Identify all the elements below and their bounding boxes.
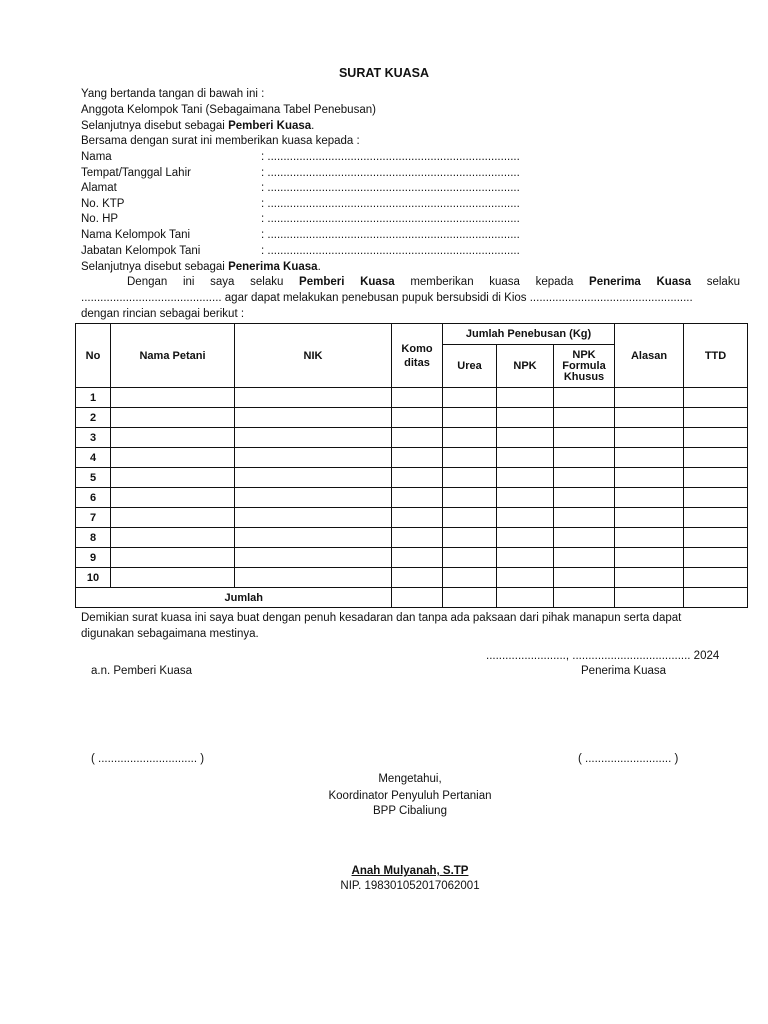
row-number: 10 bbox=[76, 568, 111, 588]
field-nama bbox=[81, 150, 541, 166]
cell-alasan[interactable] bbox=[615, 508, 684, 528]
cell-nama-petani[interactable] bbox=[111, 388, 235, 408]
row-number: 4 bbox=[76, 448, 111, 468]
field-dots: : ............................................................................... bbox=[261, 213, 520, 225]
header-ttd: TTD bbox=[684, 324, 748, 388]
field-dots: : ............................................................................... bbox=[261, 151, 520, 163]
cell-urea[interactable] bbox=[443, 388, 497, 408]
total-npk-khusus[interactable] bbox=[554, 588, 615, 608]
cell-urea[interactable] bbox=[443, 408, 497, 428]
cell-nama-petani[interactable] bbox=[111, 448, 235, 468]
row-number: 9 bbox=[76, 548, 111, 568]
penerima-suffix: . bbox=[317, 261, 321, 273]
cell-npk-khusus[interactable] bbox=[554, 528, 615, 548]
bpp-name: BPP Cibaliung bbox=[373, 805, 447, 817]
total-label: Jumlah bbox=[76, 588, 392, 608]
cell-npk-khusus[interactable] bbox=[554, 388, 615, 408]
closing-line-1: Demikian surat kuasa ini saya buat dengan penuh kesadaran dan tanpa ada paksaan dari pihak manapun serta dapat bbox=[81, 612, 682, 624]
row-number: 5 bbox=[76, 468, 111, 488]
field-dots: : ............................................................................... bbox=[261, 245, 520, 257]
cell-nama-petani[interactable] bbox=[111, 428, 235, 448]
header-alasan: Alasan bbox=[615, 324, 684, 388]
cell-nik[interactable] bbox=[235, 428, 392, 448]
cell-npk[interactable] bbox=[497, 548, 554, 568]
cell-komoditas[interactable] bbox=[392, 388, 443, 408]
cell-ttd[interactable] bbox=[684, 548, 748, 568]
table-row bbox=[76, 488, 748, 508]
field-alamat bbox=[81, 181, 541, 197]
header-urea: Urea bbox=[443, 345, 497, 388]
row-number: 2 bbox=[76, 408, 111, 428]
cell-komoditas[interactable] bbox=[392, 488, 443, 508]
field-label: Nama bbox=[81, 151, 112, 163]
cell-alasan[interactable] bbox=[615, 528, 684, 548]
intro-line-4: Bersama dengan surat ini memberikan kuasa kepada : bbox=[81, 135, 360, 147]
cell-ttd[interactable] bbox=[684, 408, 748, 428]
cell-alasan[interactable] bbox=[615, 408, 684, 428]
cell-alasan[interactable] bbox=[615, 468, 684, 488]
para-bold-penerima: Penerima Kuasa bbox=[589, 276, 692, 288]
table-row bbox=[76, 548, 748, 568]
penerima-kuasa-signature-title: Penerima Kuasa bbox=[581, 665, 667, 677]
cell-alasan[interactable] bbox=[615, 548, 684, 568]
cell-alasan[interactable] bbox=[615, 448, 684, 468]
cell-npk-khusus[interactable] bbox=[554, 448, 615, 468]
cell-nik[interactable] bbox=[235, 388, 392, 408]
cell-nama-petani[interactable] bbox=[111, 408, 235, 428]
table-row bbox=[76, 448, 748, 468]
cell-urea[interactable] bbox=[443, 528, 497, 548]
cell-npk-khusus[interactable] bbox=[554, 488, 615, 508]
cell-nama-petani[interactable] bbox=[111, 468, 235, 488]
cell-npk[interactable] bbox=[497, 508, 554, 528]
field-jabatan bbox=[81, 244, 541, 260]
header-jumlah-penebusan: Jumlah Penebusan (Kg) bbox=[443, 324, 615, 345]
cell-npk[interactable] bbox=[497, 408, 554, 428]
pemberi-prefix: Selanjutnya disebut sebagai bbox=[81, 120, 225, 132]
penerima-kuasa-label: Penerima Kuasa bbox=[228, 261, 318, 273]
cell-ttd[interactable] bbox=[684, 508, 748, 528]
cell-ttd[interactable] bbox=[684, 568, 748, 588]
total-alasan[interactable] bbox=[615, 588, 684, 608]
field-label: Tempat/Tanggal Lahir bbox=[81, 167, 191, 179]
table-row bbox=[76, 408, 748, 428]
header-nik: NIK bbox=[235, 324, 392, 388]
field-kelompok bbox=[81, 228, 541, 244]
cell-urea[interactable] bbox=[443, 488, 497, 508]
field-dots: : ............................................................................... bbox=[261, 167, 520, 179]
field-label: Jabatan Kelompok Tani bbox=[81, 245, 201, 257]
cell-nik[interactable] bbox=[235, 548, 392, 568]
cell-komoditas[interactable] bbox=[392, 468, 443, 488]
cell-npk[interactable] bbox=[497, 488, 554, 508]
penerima-line bbox=[81, 260, 321, 276]
cell-alasan[interactable] bbox=[615, 388, 684, 408]
cell-urea[interactable] bbox=[443, 468, 497, 488]
total-row bbox=[76, 588, 748, 608]
cell-komoditas[interactable] bbox=[392, 528, 443, 548]
cell-npk[interactable] bbox=[497, 528, 554, 548]
cell-alasan[interactable] bbox=[615, 568, 684, 588]
row-number: 7 bbox=[76, 508, 111, 528]
cell-komoditas[interactable] bbox=[392, 548, 443, 568]
cell-nama-petani[interactable] bbox=[111, 568, 235, 588]
row-number: 1 bbox=[76, 388, 111, 408]
cell-ttd[interactable] bbox=[684, 528, 748, 548]
cell-npk-khusus[interactable] bbox=[554, 468, 615, 488]
cell-urea[interactable] bbox=[443, 548, 497, 568]
intro-line-3 bbox=[81, 119, 314, 135]
pemberi-kuasa-label: Pemberi Kuasa bbox=[228, 120, 312, 132]
table-row bbox=[76, 508, 748, 528]
total-npk[interactable] bbox=[497, 588, 554, 608]
field-dots: : ............................................................................... bbox=[261, 182, 520, 194]
table-row bbox=[76, 428, 748, 448]
cell-komoditas[interactable] bbox=[392, 428, 443, 448]
koordinator-name-wrap bbox=[0, 864, 768, 880]
cell-komoditas[interactable] bbox=[392, 408, 443, 428]
cell-ttd[interactable] bbox=[684, 388, 748, 408]
header-npk-formula-khusus: NPK Formula Khusus bbox=[554, 345, 615, 388]
cell-urea[interactable] bbox=[443, 448, 497, 468]
cell-npk-khusus[interactable] bbox=[554, 408, 615, 428]
pemberi-kuasa-signature-blank: ( ............................... ) bbox=[91, 753, 205, 765]
pemberi-kuasa-signature-title: a.n. Pemberi Kuasa bbox=[91, 665, 193, 677]
header-no: No bbox=[76, 324, 111, 388]
cell-npk[interactable] bbox=[497, 428, 554, 448]
penerima-prefix: Selanjutnya disebut sebagai bbox=[81, 261, 225, 273]
row-number: 3 bbox=[76, 428, 111, 448]
header-nama-petani: Nama Petani bbox=[111, 324, 235, 388]
cell-alasan[interactable] bbox=[615, 428, 684, 448]
cell-nik[interactable] bbox=[235, 568, 392, 588]
cell-nik[interactable] bbox=[235, 448, 392, 468]
table-row bbox=[76, 568, 748, 588]
cell-nama-petani[interactable] bbox=[111, 508, 235, 528]
kuasa-paragraph bbox=[81, 275, 740, 306]
para-text-2: memberikan kuasa kepada bbox=[410, 276, 574, 288]
table-row bbox=[76, 388, 748, 408]
rincian-line: dengan rincian sebagai berikut : bbox=[81, 308, 245, 320]
cell-nik[interactable] bbox=[235, 488, 392, 508]
pemberi-suffix: . bbox=[311, 120, 315, 132]
total-ttd[interactable] bbox=[684, 588, 748, 608]
table-row bbox=[76, 528, 748, 548]
koordinator-title: Koordinator Penyuluh Pertanian bbox=[328, 790, 492, 802]
field-label: Nama Kelompok Tani bbox=[81, 229, 191, 241]
cell-nik[interactable] bbox=[235, 408, 392, 428]
cell-urea[interactable] bbox=[443, 568, 497, 588]
cell-npk-khusus[interactable] bbox=[554, 548, 615, 568]
field-label: Alamat bbox=[81, 182, 117, 194]
penerima-kuasa-signature-blank: ( ........................... ) bbox=[578, 753, 679, 765]
cell-ttd[interactable] bbox=[684, 448, 748, 468]
field-hp bbox=[81, 212, 541, 228]
cell-npk[interactable] bbox=[497, 448, 554, 468]
field-dots: : ............................................................................... bbox=[261, 198, 520, 210]
header-komoditas: Komo ditas bbox=[392, 324, 443, 388]
field-dots: : ............................................................................... bbox=[261, 229, 520, 241]
table-row bbox=[76, 468, 748, 488]
cell-komoditas[interactable] bbox=[392, 568, 443, 588]
field-label: No. HP bbox=[81, 213, 119, 225]
cell-npk-khusus[interactable] bbox=[554, 568, 615, 588]
field-ttl bbox=[81, 166, 541, 182]
header-npk: NPK bbox=[497, 345, 554, 388]
cell-urea[interactable] bbox=[443, 428, 497, 448]
cell-nik[interactable] bbox=[235, 468, 392, 488]
para-text-1: Dengan ini saya selaku bbox=[127, 276, 284, 288]
cell-nik[interactable] bbox=[235, 528, 392, 548]
cell-alasan[interactable] bbox=[615, 488, 684, 508]
document-title: SURAT KUASA bbox=[338, 66, 430, 80]
field-ktp bbox=[81, 197, 541, 213]
mengetahui-label: Mengetahui, bbox=[378, 773, 442, 785]
penebusan-table bbox=[75, 323, 748, 608]
date-line: ........................., ..................................... 2024 bbox=[486, 650, 720, 662]
koordinator-name: Anah Mulyanah, S.TP bbox=[351, 865, 469, 877]
intro-line-1: Yang bertanda tangan di bawah ini : bbox=[81, 88, 265, 100]
field-label: No. KTP bbox=[81, 198, 125, 210]
closing-line-2: digunakan sebagaimana mestinya. bbox=[81, 628, 259, 640]
para-bold-pemberi: Pemberi Kuasa bbox=[299, 276, 395, 288]
cell-npk[interactable] bbox=[497, 568, 554, 588]
total-urea[interactable] bbox=[443, 588, 497, 608]
total-komoditas[interactable] bbox=[392, 588, 443, 608]
koordinator-nip: NIP. 198301052017062001 bbox=[340, 880, 480, 892]
cell-ttd[interactable] bbox=[684, 468, 748, 488]
cell-nik[interactable] bbox=[235, 508, 392, 528]
cell-nama-petani[interactable] bbox=[111, 488, 235, 508]
cell-ttd[interactable] bbox=[684, 488, 748, 508]
cell-nama-petani[interactable] bbox=[111, 528, 235, 548]
cell-npk[interactable] bbox=[497, 388, 554, 408]
cell-npk[interactable] bbox=[497, 468, 554, 488]
para-text-3: selaku ............................................ agar dapat melakukan penebusan pupuk bersubsidi di Kios ................................................... bbox=[81, 276, 740, 304]
row-number: 6 bbox=[76, 488, 111, 508]
cell-nama-petani[interactable] bbox=[111, 548, 235, 568]
cell-npk-khusus[interactable] bbox=[554, 428, 615, 448]
row-number: 8 bbox=[76, 528, 111, 548]
cell-komoditas[interactable] bbox=[392, 508, 443, 528]
cell-ttd[interactable] bbox=[684, 428, 748, 448]
cell-npk-khusus[interactable] bbox=[554, 508, 615, 528]
cell-komoditas[interactable] bbox=[392, 448, 443, 468]
cell-urea[interactable] bbox=[443, 508, 497, 528]
intro-line-2: Anggota Kelompok Tani (Sebagaimana Tabel Penebusan) bbox=[81, 104, 376, 116]
